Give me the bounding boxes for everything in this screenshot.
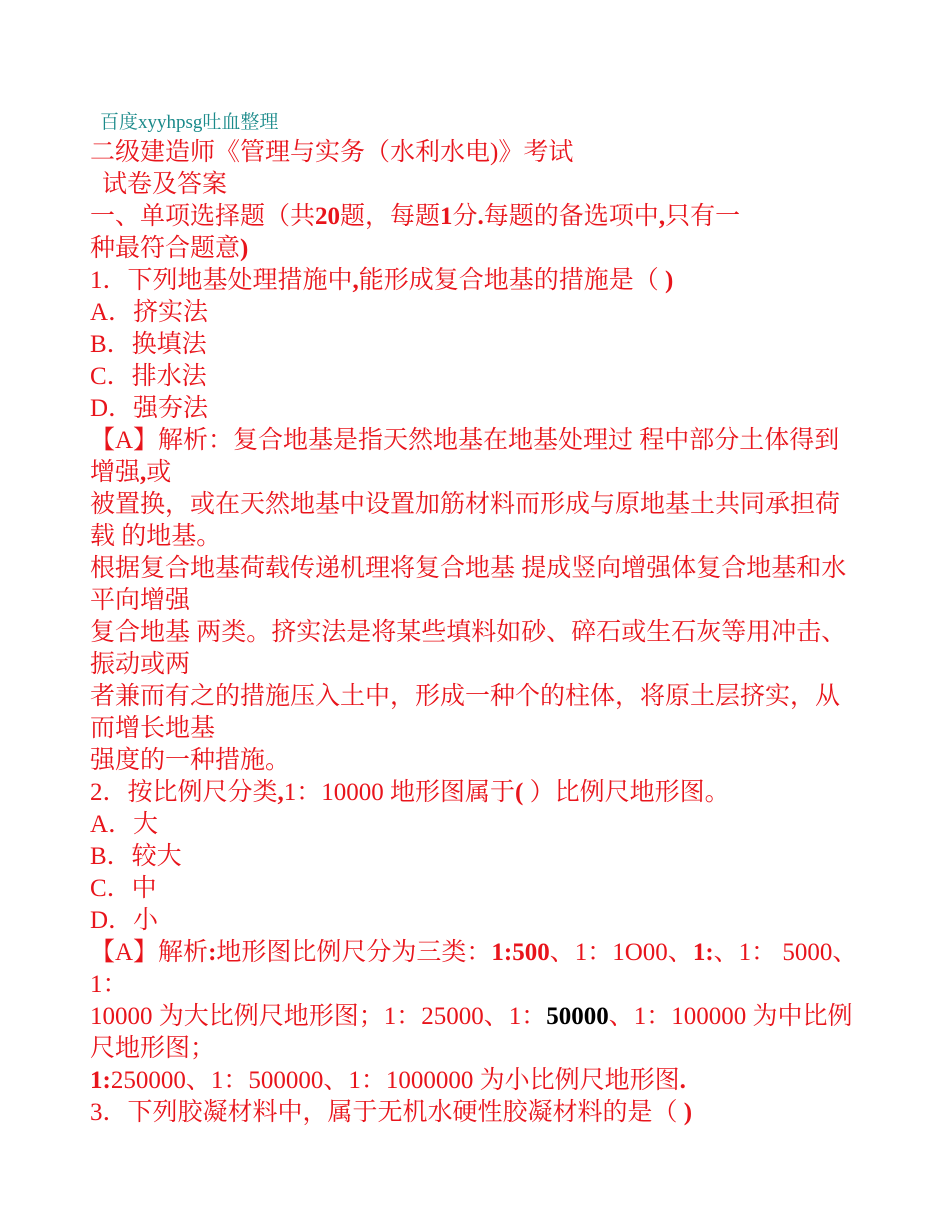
question-2-analysis-line: 10000 为大比例尺地形图；1：25000、1：50000、1：100000 为中比例尺地形图； [90,1003,853,1062]
section-heading-cont: 种最符合题意) [90,235,249,262]
question-1-option-d: D．强夯法 [90,395,209,422]
document-title: 二级建造师《管理与实务（水利水电)》考试 [90,139,574,166]
question-1-stem: 1．下列地基处理措施中,能形成复合地基的措施是（ ) [90,267,674,294]
question-1-option-a: A．挤实法 [90,299,209,326]
question-1-analysis-line: 根据复合地基荷载传递机理将复合地基 提成竖向增强体复合地基和水平向增强 [90,555,847,614]
section-heading: 一、单项选择题（共20题，每题1分.每题的备选项中,只有一 [90,203,741,230]
question-1-analysis-line: 被置换，或在天然地基中设置加筋材料而形成与原地基土共同承担荷载 的地基。 [90,491,841,550]
question-2-option-c: C．中 [90,875,157,902]
question-2-option-a: A．大 [90,811,159,838]
question-2-stem: 2．按比例尺分类,1：10000 地形图属于( ）比例尺地形图。 [90,779,730,806]
question-1-analysis-line: 复合地基 两类。挤实法是将某些填料如砂、碎石或生石灰等用冲击、振动或两 [90,619,847,678]
question-2-analysis-line: 1:250000、1：500000、1：1000000 为小比例尺地形图. [90,1067,686,1094]
question-1-analysis-line: 【A】解析：复合地基是指天然地基在地基处理过 程中部分土体得到增强,或 [90,427,840,486]
question-2-option-b: B．较大 [90,843,182,870]
question-1-option-b: B．换填法 [90,331,207,358]
question-2-analysis-line: 【A】解析:地形图比例尺分为三类：1:500、1：1O00、1:、1： 5000、1： [90,939,858,998]
question-2-option-d: D．小 [90,907,159,934]
question-1-option-c: C．排水法 [90,363,207,390]
watermark-text: 百度xyyhpsg吐血整理 [100,112,279,133]
document-body [90,137,860,1129]
question-1-analysis-line: 强度的一种措施。 [90,747,291,774]
question-3-stem: 3．下列胶凝材料中，属于无机水硬性胶凝材料的是（ ) [90,1099,693,1126]
document-subtitle: 试卷及答案 [102,171,228,198]
question-1-analysis-line: 者兼而有之的措施压入土中，形成一种个的柱体，将原土层挤实，从而增长地基 [90,683,841,742]
